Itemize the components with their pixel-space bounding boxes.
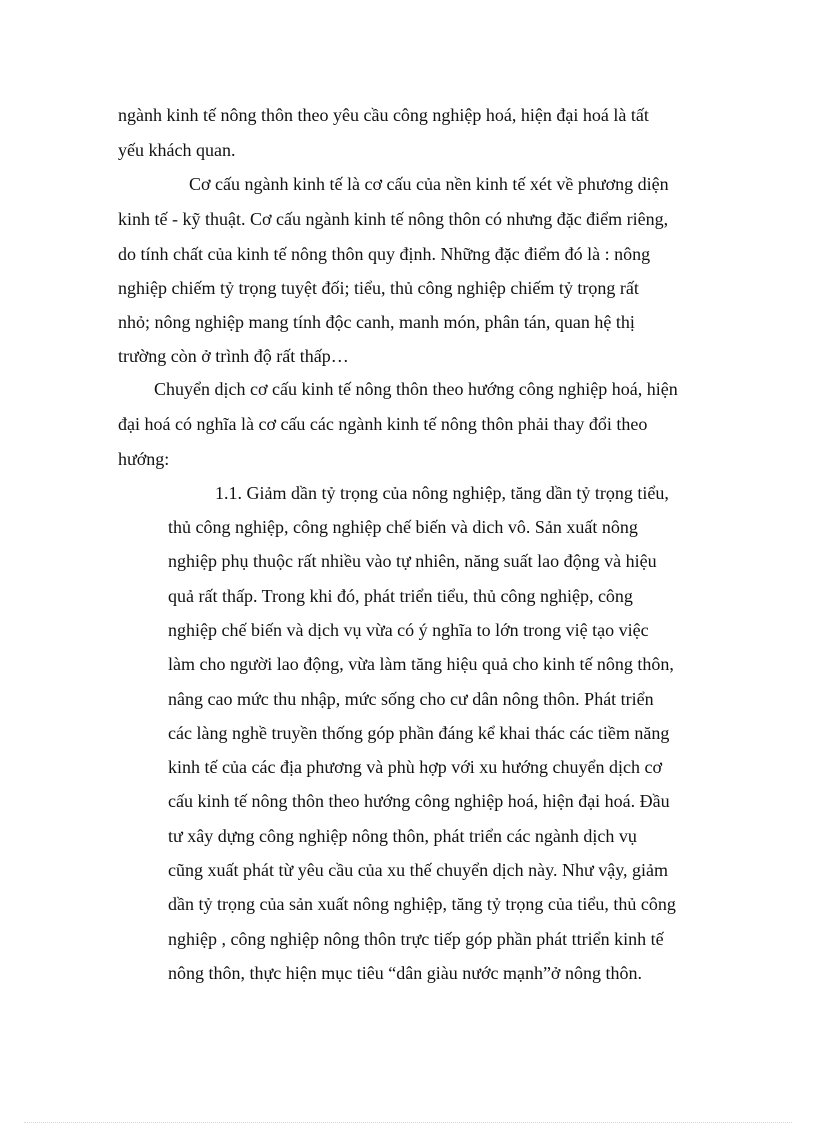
text-line: nông thôn, thực hiện mục tiêu “dân giàu nước mạnh”ở nông thôn.	[168, 963, 642, 983]
text-line: các làng nghề truyền thống góp phần đáng kể khai thác các tiềm năng	[168, 723, 670, 743]
text-line: Cơ cấu ngành kinh tế là cơ cấu của nền kinh tế xét về phương diện	[189, 174, 669, 194]
text-line: trường còn ở trình độ rất thấp…	[118, 346, 349, 366]
text-line: kinh tế của các địa phương và phù hợp với xu hướng chuyển dịch cơ	[168, 757, 662, 777]
text-line: Chuyển dịch cơ cấu kinh tế nông thôn theo hướng công nghiệp hoá, hiện	[154, 379, 678, 399]
text-line: nghiệp chiếm tỷ trọng tuyệt đối; tiểu, thủ công nghiệp chiếm tỷ trọng rất	[118, 278, 639, 298]
text-line: dần tỷ trọng của sản xuất nông nghiệp, tăng tỷ trọng của tiểu, thủ công	[168, 894, 676, 914]
text-line: tư xây dựng công nghiệp nông thôn, phát triển các ngành dịch vụ	[168, 826, 637, 846]
text-line: cũng xuất phát từ yêu cầu của xu thế chuyển dịch này. Như vậy, giảm	[168, 860, 669, 880]
text-line: nhỏ; nông nghiệp mang tính độc canh, manh món, phân tán, quan hệ thị	[118, 312, 635, 332]
text-line: kinh tế - kỹ thuật. Cơ cấu ngành kinh tế nông thôn có nhưng đặc điểm riêng,	[118, 209, 669, 229]
text-line: cấu kinh tế nông thôn theo hướng công nghiệp hoá, hiện đại hoá. Đầu	[168, 791, 670, 811]
text-line: nghiệp phụ thuộc rất nhiều vào tự nhiên, năng suất lao động và hiệu	[168, 551, 657, 571]
text-line: làm cho người lao động, vừa làm tăng hiệu quả cho kinh tế nông thôn,	[168, 654, 674, 674]
text-line: nâng cao mức thu nhập, mức sống cho cư dân nông thôn. Phát triển	[168, 689, 654, 709]
text-line: yếu khách quan.	[118, 140, 236, 160]
text-line: thủ công nghiệp, công nghiệp chế biến và dich vô. Sản xuất nông	[168, 517, 638, 537]
text-line: nghiệp chế biến và dịch vụ vừa có ý nghĩa to lớn trong việ tạo việc	[168, 620, 649, 640]
text-line: hướng:	[118, 449, 170, 469]
text-line: nghiệp , công nghiệp nông thôn trực tiếp góp phần phát ttriển kinh tế	[168, 929, 664, 949]
text-line: 1.1. Giảm dần tỷ trọng của nông nghiệp, tăng dần tỷ trọng tiểu,	[215, 483, 669, 503]
text-line: quả rất thấp. Trong khi đó, phát triển tiểu, thủ công nghiệp, công	[168, 586, 633, 606]
text-line: do tính chất của kinh tế nông thôn quy định. Những đặc điểm đó là : nông	[118, 244, 651, 264]
text-line: ngành kinh tế nông thôn theo yêu cầu công nghiệp hoá, hiện đại hoá là tất	[118, 105, 649, 125]
text-line: đại hoá có nghĩa là cơ cấu các ngành kinh tế nông thôn phải thay đổi theo	[118, 414, 648, 434]
